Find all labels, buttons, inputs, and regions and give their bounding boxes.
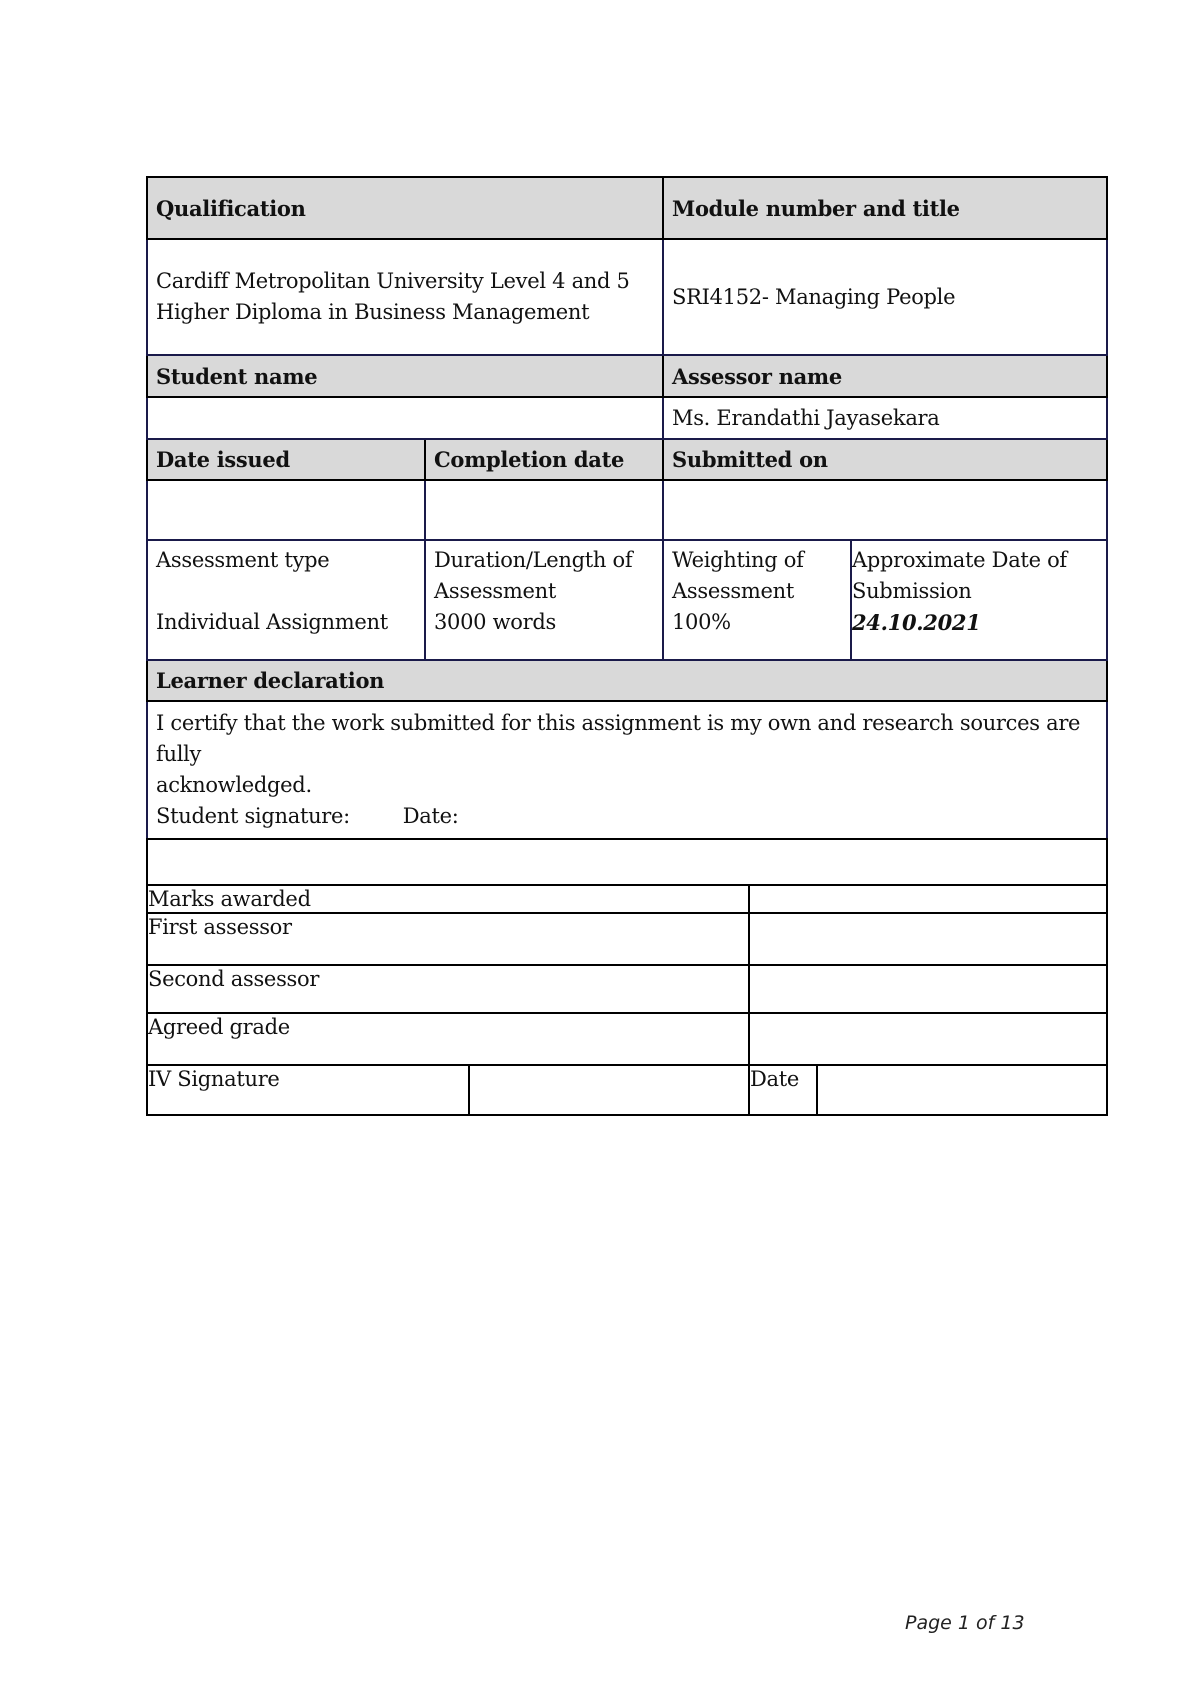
- duration-cell: [425, 540, 663, 660]
- iv-signature-label: IV Signature: [147, 1065, 469, 1115]
- learner-declaration-text: [147, 701, 1107, 839]
- page-indicator: Page 1 of 13: [905, 1612, 1025, 1634]
- student-signature-label: Student signature:: [156, 804, 350, 828]
- assessor-name-value: Ms. Erandathi Jayasekara: [663, 397, 1107, 439]
- qualification-line-2: Higher Diploma in Business Management: [156, 300, 590, 324]
- declaration-date-label: Date:: [402, 804, 459, 828]
- qualification-header: Qualification: [147, 177, 663, 239]
- iv-signature-field[interactable]: [469, 1065, 749, 1115]
- agreed-grade-label: Agreed grade: [147, 1013, 749, 1065]
- first-assessor-field[interactable]: [749, 913, 1107, 965]
- assessment-type-cell: [147, 540, 425, 660]
- weighting-label-line-2: Assessment: [672, 579, 795, 603]
- duration-label-line-1: Duration/Length of: [434, 548, 633, 572]
- iv-date-field[interactable]: [817, 1065, 1107, 1115]
- approx-date-label-line-2: Submission: [852, 579, 972, 603]
- module-header: Module number and title: [663, 177, 1107, 239]
- date-issued-header: Date issued: [147, 439, 425, 480]
- second-assessor-label: Second assessor: [147, 965, 749, 1013]
- marks-awarded-field[interactable]: [749, 885, 1107, 913]
- agreed-grade-field[interactable]: [749, 1013, 1107, 1065]
- marks-spacer-row: [147, 839, 1107, 885]
- marks-table: [146, 838, 1108, 1116]
- weighting-label-line-1: Weighting of: [672, 548, 804, 572]
- approx-date-label-line-1: Approximate Date of: [852, 548, 1067, 572]
- declaration-line-1: I certify that the work submitted for this assignment is my own and research sources are fully: [156, 711, 1081, 766]
- qualification-line-1: Cardiff Metropolitan University Level 4 and 5: [156, 269, 630, 293]
- submitted-on-field[interactable]: [663, 480, 1107, 540]
- date-issued-field[interactable]: [147, 480, 425, 540]
- completion-date-field[interactable]: [425, 480, 663, 540]
- assessment-type-label: Assessment type: [156, 548, 330, 572]
- weighting-value: 100%: [672, 610, 731, 634]
- learner-declaration-header: Learner declaration: [147, 660, 1107, 701]
- submitted-on-header: Submitted on: [663, 439, 1107, 480]
- assessment-type-value: Individual Assignment: [156, 610, 388, 634]
- assessor-name-header: Assessor name: [663, 355, 1107, 397]
- declaration-line-2: acknowledged.: [156, 773, 312, 797]
- completion-date-header: Completion date: [425, 439, 663, 480]
- approx-date-cell: [851, 540, 1107, 660]
- marks-awarded-label: Marks awarded: [147, 885, 749, 913]
- duration-value: 3000 words: [434, 610, 556, 634]
- assignment-cover-table: [146, 176, 1108, 840]
- weighting-cell: [663, 540, 851, 660]
- approx-date-value: 24.10.2021: [852, 610, 981, 635]
- student-name-header: Student name: [147, 355, 663, 397]
- qualification-value: [147, 239, 663, 355]
- declaration-signature-row: [156, 801, 1098, 832]
- iv-date-label: Date: [749, 1065, 817, 1115]
- module-value: SRI4152- Managing People: [663, 239, 1107, 355]
- duration-label-line-2: Assessment: [434, 579, 557, 603]
- student-name-field[interactable]: [147, 397, 663, 439]
- second-assessor-field[interactable]: [749, 965, 1107, 1013]
- first-assessor-label: First assessor: [147, 913, 749, 965]
